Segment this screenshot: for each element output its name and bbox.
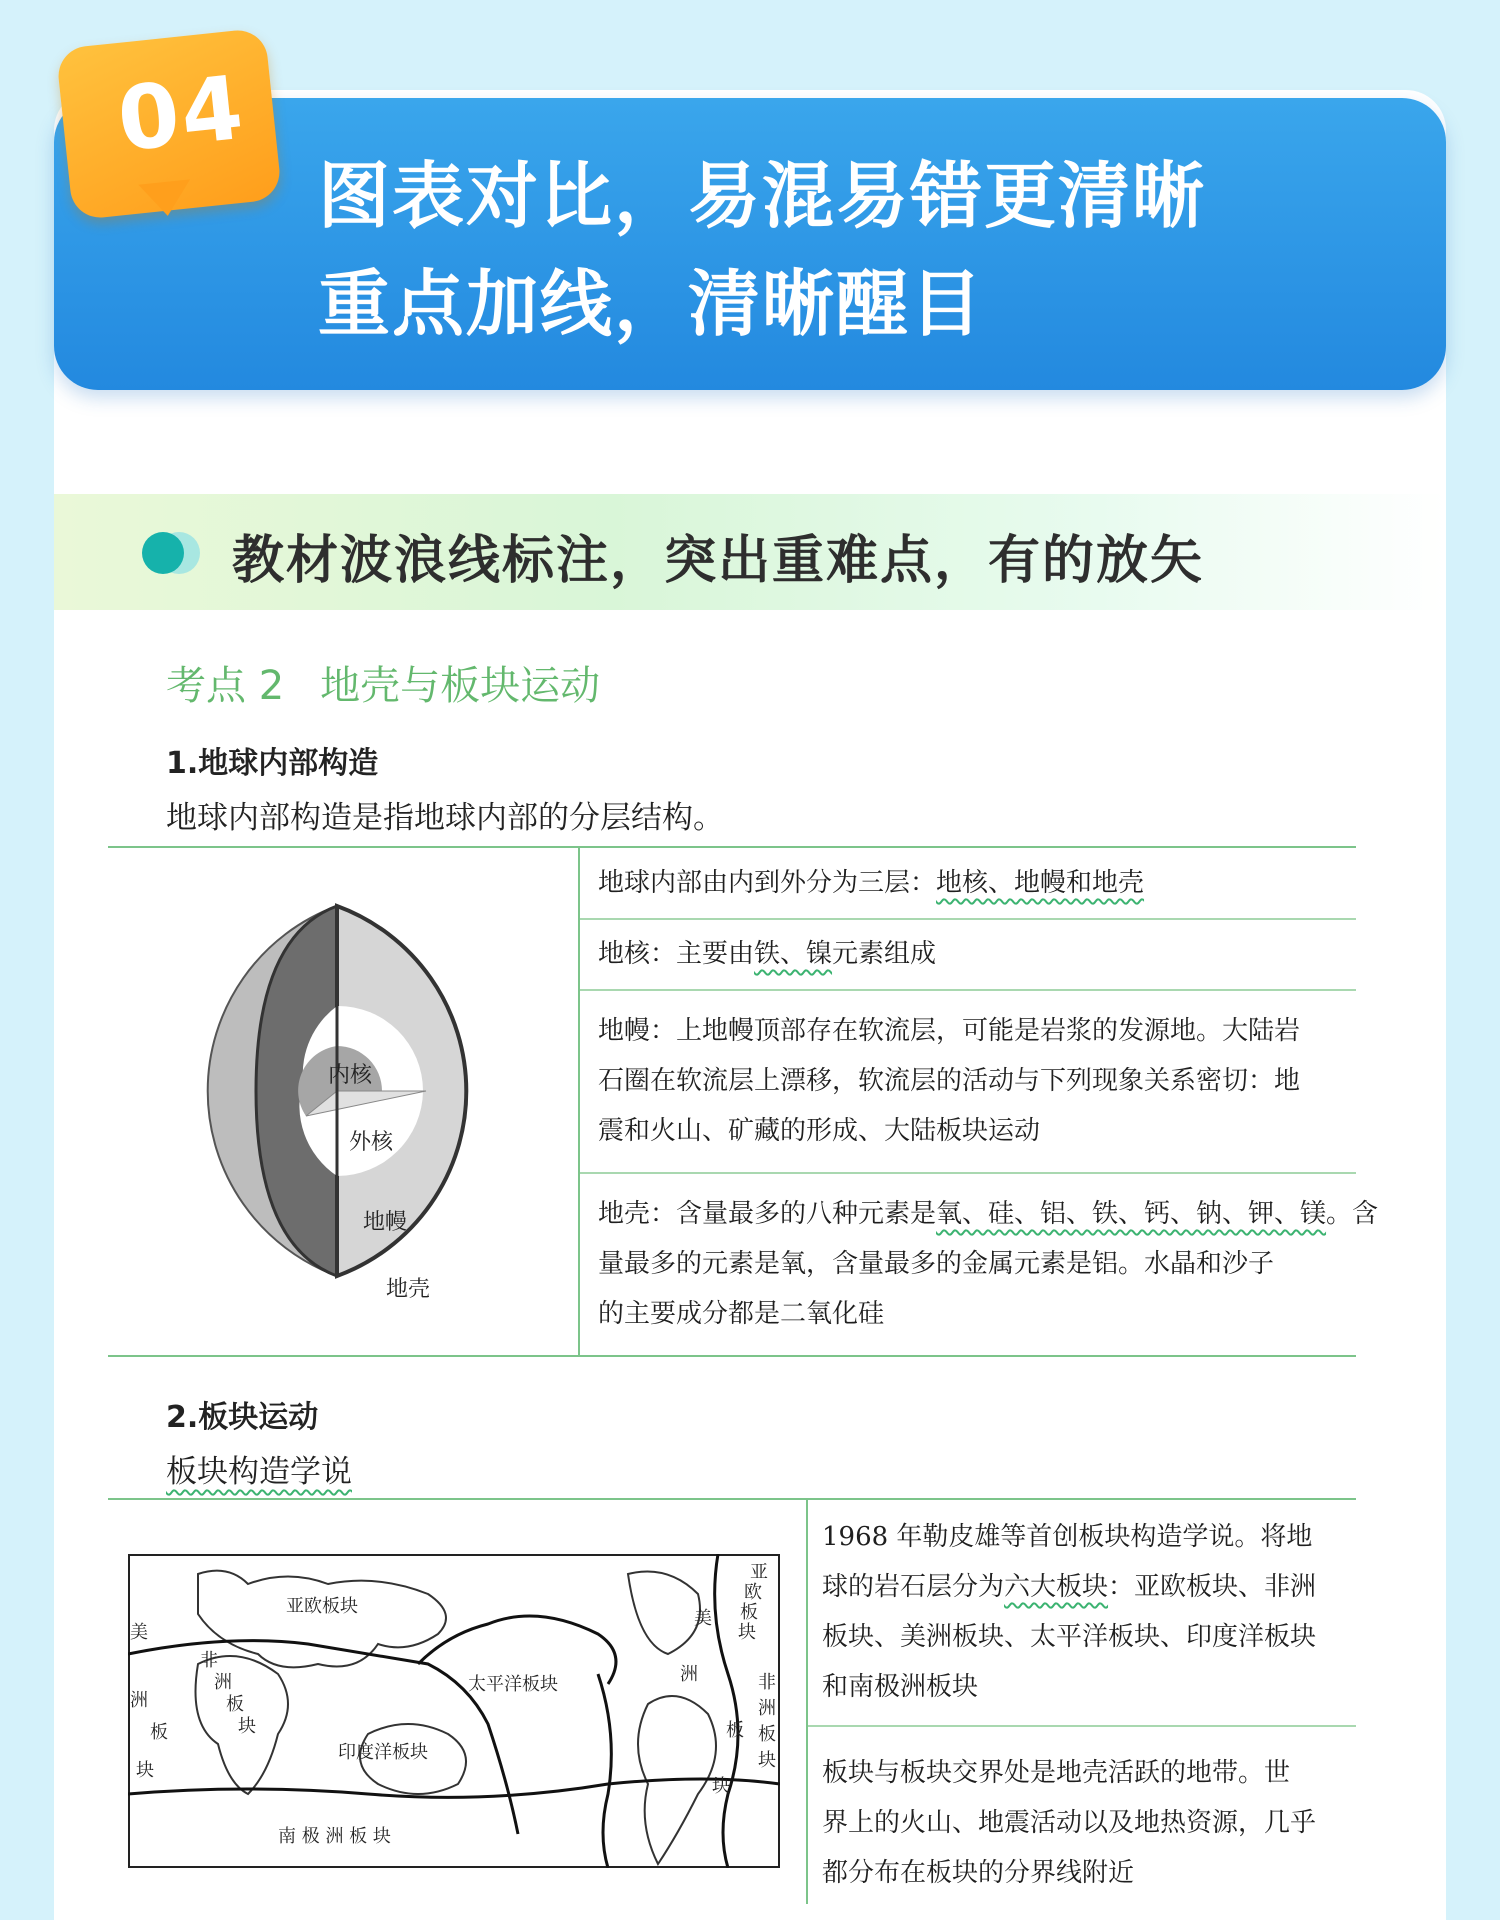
map-antarctic: 南 极 洲 板 块 [278,1826,391,1847]
row4-mark: 氧、硅、铝、铁、钙、钠、钾、镁 [936,1199,1327,1229]
cell1-rest: ：亚欧板块、非洲 [1108,1572,1317,1602]
map-eurasian: 亚欧板块 [286,1596,358,1617]
label-outer-core: 外核 [349,1130,394,1155]
table1-divider [578,846,580,1356]
map-african-right: 洲 [758,1698,776,1719]
part1-heading: 1.地球内部构造 [166,746,379,781]
badge-tail [138,179,193,218]
map-american: 美 [694,1608,712,1629]
map-african: 洲 [214,1672,232,1693]
table1-bottom-border [108,1355,1356,1357]
label-inner-core: 内核 [328,1063,373,1088]
row3-line: 石圈在软流层上漂移，软流层的活动与下列现象关系密切：地 [598,1066,1301,1096]
cell1-text: 球的岩石层分为 [822,1572,1005,1602]
map-american: 洲 [680,1664,698,1685]
table1-row-line [580,989,1356,991]
plate-tectonics-map [128,1554,780,1868]
row4-line: 的主要成分都是二氧化硅 [598,1299,885,1329]
cell2-line: 都分布在板块的分界线附近 [822,1858,1135,1888]
map-african: 板 [226,1694,244,1715]
map-eurasian-right: 亚 [750,1562,768,1583]
kaodian-heading [166,654,600,711]
map-american: 板 [726,1720,744,1741]
table2-row-line [808,1725,1356,1727]
cell2-line: 界上的火山、地震活动以及地热资源，几乎 [822,1808,1317,1838]
cell2-line: 板块与板块交界处是地壳活跃的地带。世 [822,1758,1291,1788]
table2-cell1 [822,1512,1316,1712]
row2-mark: 铁、镍 [754,939,833,969]
map-american: 块 [712,1776,730,1797]
row4-rest: 。含 [1326,1199,1379,1229]
map-african-right: 块 [758,1750,776,1771]
earth-structure-diagram [136,896,556,1316]
part2-intro [166,1446,352,1491]
row4-text: 地壳：含量最多的八种元素是 [598,1199,937,1229]
table1-row2 [598,929,936,979]
map-african-right: 板 [758,1724,776,1745]
banner-line-1: 图表对比，易混易错更清晰 [318,154,1207,238]
row2-rest: 元素组成 [832,939,937,969]
map-african: 非 [200,1650,218,1671]
cell1-mark: 六大板块 [1004,1572,1109,1602]
cell1-line: 板块、美洲板块、太平洋板块、印度洋板块 [822,1622,1317,1652]
table1-top-border [108,846,1356,848]
table2-cell2 [822,1748,1316,1898]
bullet-dot [142,532,184,574]
label-crust: 地壳 [386,1277,431,1302]
map-left-edge: 板 [150,1722,168,1743]
part2-heading: 2.板块运动 [166,1400,319,1435]
kaodian-label: 考点 2 [166,663,285,709]
map-indian: 印度洋板块 [338,1742,428,1763]
table1-row3 [598,1006,1300,1156]
row4-line: 量最多的元素是氧，含量最多的金属元素是铝。水晶和沙子 [598,1249,1275,1279]
map-eurasian-right: 欧 [744,1582,762,1603]
part2-intro-text: 板块构造学说 [166,1454,352,1490]
cell1-line: 和南极洲板块 [822,1672,979,1702]
cell1-line: 1968 年勒皮雄等首创板块构造学说。将地 [822,1522,1313,1552]
label-mantle: 地幔 [363,1210,408,1235]
badge-number: 04 [112,55,250,172]
row1-mark: 地核、地幔和地壳 [936,868,1145,898]
map-left-edge: 洲 [130,1690,148,1711]
banner-line-2: 重点加线，清晰醒目 [318,262,985,346]
table1-row4 [598,1189,1378,1339]
kaodian-title: 地壳与板块运动 [320,663,601,709]
table1-row-line [580,918,1356,920]
row3-line: 震和火山、矿藏的形成、大陆板块运动 [598,1116,1041,1146]
section-title: 教材波浪线标注，突出重难点，有的放矢 [232,531,1205,591]
map-eurasian-right: 块 [738,1622,756,1643]
table2-top-border [108,1498,1356,1500]
map-african: 块 [238,1716,256,1737]
table2-divider [806,1498,808,1904]
map-african-right: 非 [758,1672,776,1693]
table1-row1 [598,858,1144,908]
map-left-edge: 块 [136,1760,154,1781]
table1-row-line [580,1172,1356,1174]
map-left-edge: 美 [130,1622,148,1643]
row1-text: 地球内部由内到外分为三层： [598,868,937,898]
map-pacific: 太平洋板块 [468,1674,558,1695]
row3-line: 地幔：上地幔顶部存在软流层，可能是岩浆的发源地。大陆岩 [598,1016,1301,1046]
row2-text: 地核：主要由 [598,939,755,969]
map-eurasian-right: 板 [740,1602,758,1623]
part1-intro: 地球内部构造是指地球内部的分层结构。 [166,800,724,836]
